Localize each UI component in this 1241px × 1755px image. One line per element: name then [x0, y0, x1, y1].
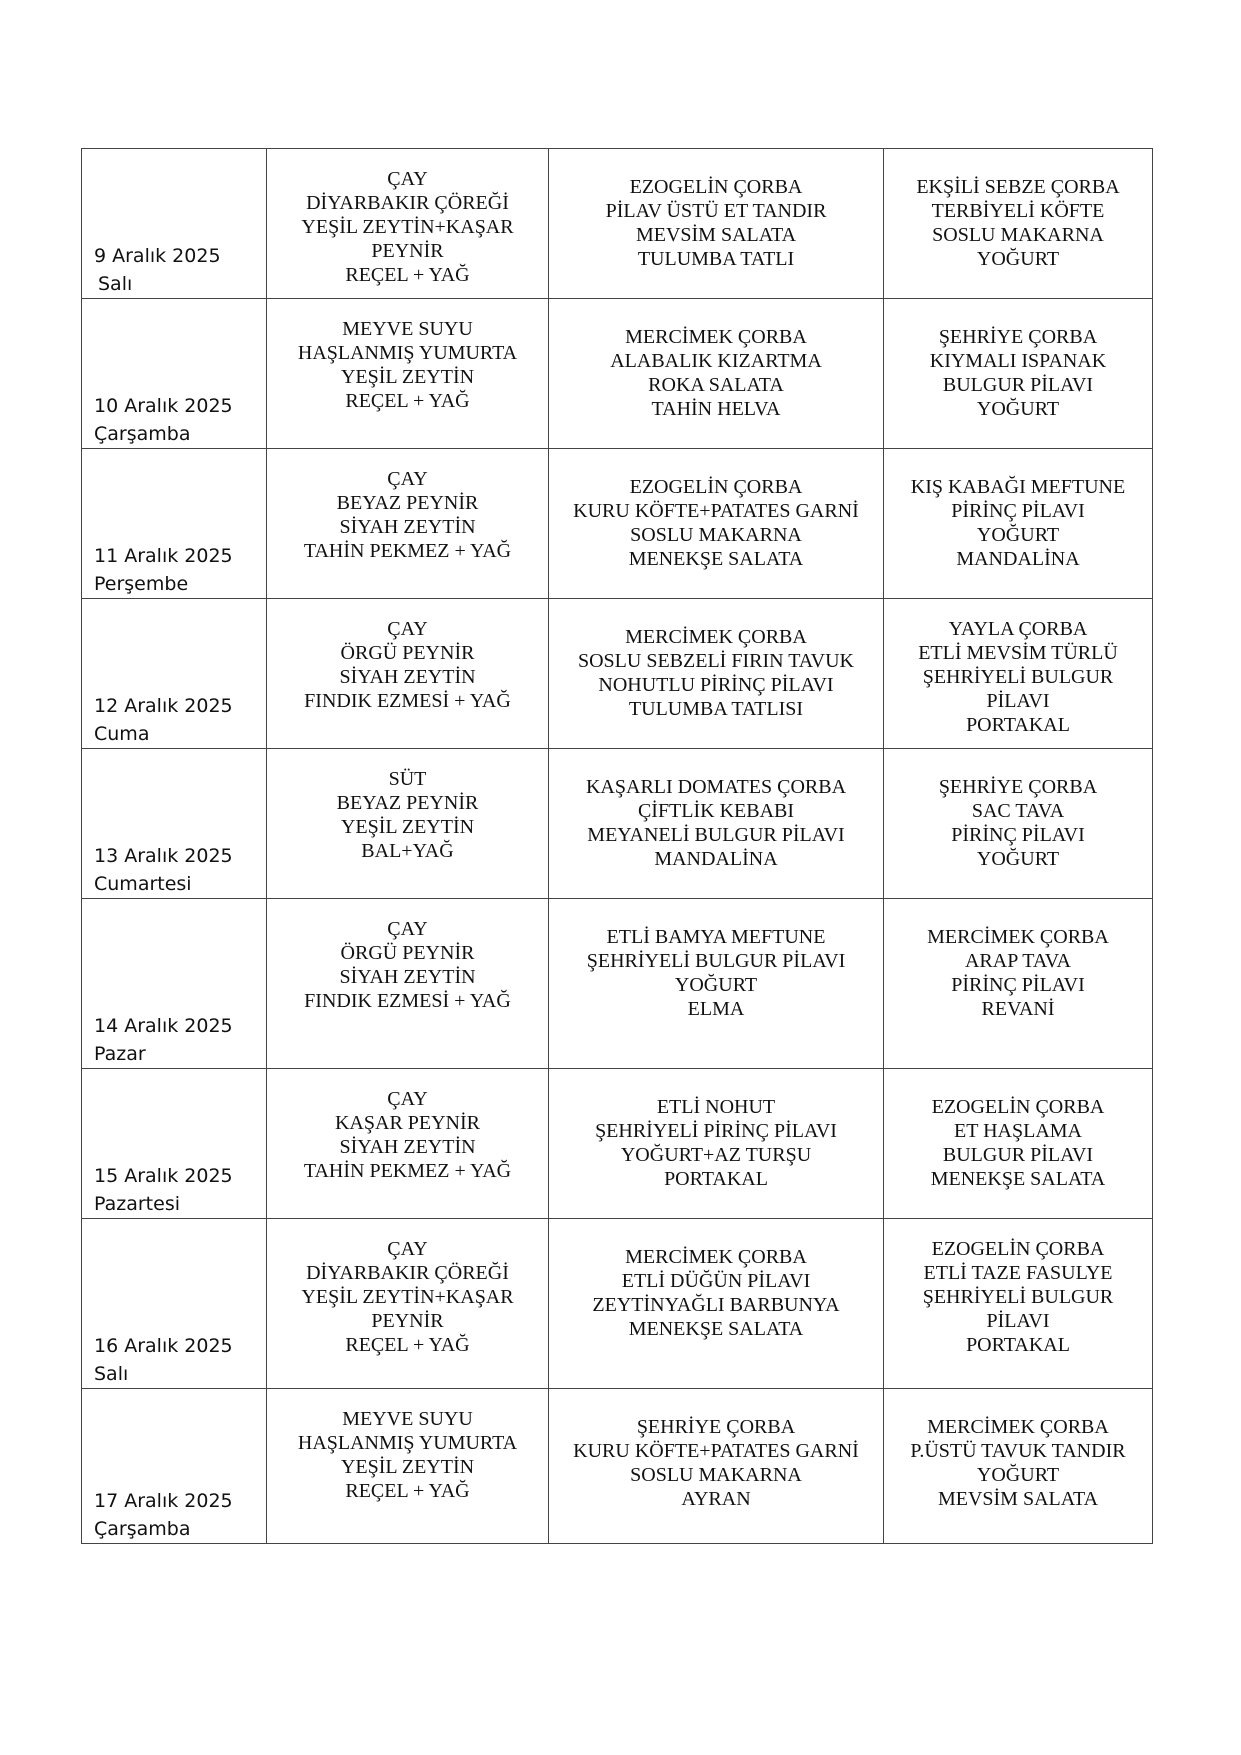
menu-row	[82, 1389, 1153, 1544]
lunch-item: MENEKŞE SALATA	[628, 1318, 804, 1340]
lunch-item: SOSLU MAKARNA	[630, 1464, 802, 1486]
lunch-cell	[549, 149, 884, 299]
weekday-text: Salı	[94, 1363, 129, 1385]
lunch-item: ALABALIK KIZARTMA	[610, 350, 822, 372]
dinner-item: MANDALİNA	[956, 548, 1080, 570]
lunch-item: ŞEHRİYE ÇORBA	[636, 1416, 796, 1438]
breakfast-item: REÇEL + YAĞ	[345, 264, 470, 286]
breakfast-item: SİYAH ZEYTİN	[339, 1136, 476, 1158]
dinner-item: YOĞURT	[976, 524, 1060, 546]
dinner-item: MENEKŞE SALATA	[930, 1168, 1106, 1190]
breakfast-item: SİYAH ZEYTİN	[339, 966, 476, 988]
breakfast-item: YEŞİL ZEYTİN	[340, 1456, 475, 1478]
lunch-item: KURU KÖFTE+PATATES GARNİ	[573, 500, 859, 522]
breakfast-cell	[267, 149, 549, 299]
date-text: 16 Aralık 2025	[94, 1335, 233, 1357]
breakfast-item: TAHİN PEKMEZ + YAĞ	[303, 1160, 512, 1182]
lunch-item: MERCİMEK ÇORBA	[625, 626, 807, 648]
dinner-item: ET HAŞLAMA	[954, 1120, 1082, 1142]
lunch-cell	[549, 299, 884, 449]
dinner-item: PİRİNÇ PİLAVI	[951, 500, 1085, 522]
lunch-item: PİLAV ÜSTÜ ET TANDIR	[605, 200, 827, 222]
breakfast-item: SİYAH ZEYTİN	[339, 516, 476, 538]
dinner-item: SAC TAVA	[971, 800, 1065, 822]
lunch-item: KAŞARLI DOMATES ÇORBA	[585, 776, 847, 798]
lunch-item: ETLİ BAMYA MEFTUNE	[606, 926, 826, 948]
breakfast-cell	[267, 1219, 549, 1389]
breakfast-item: ÖRGÜ PEYNİR	[340, 942, 475, 964]
lunch-cell	[549, 1389, 884, 1544]
weekday-text: Pazar	[94, 1043, 146, 1065]
dinner-cell	[884, 899, 1153, 1069]
breakfast-cell	[267, 899, 549, 1069]
lunch-item: AYRAN	[681, 1488, 751, 1510]
breakfast-item: ÇAY	[387, 918, 428, 940]
dinner-cell	[884, 1389, 1153, 1544]
breakfast-item: YEŞİL ZEYTİN+KAŞAR	[301, 216, 514, 238]
weekday-text: Cumartesi	[94, 873, 192, 895]
lunch-item: TULUMBA TATLI	[637, 248, 795, 270]
date-text: 12 Aralık 2025	[94, 695, 233, 717]
date-cell	[82, 899, 267, 1069]
lunch-item: TAHİN HELVA	[651, 398, 781, 420]
dinner-item: ŞEHRİYE ÇORBA	[938, 776, 1098, 798]
date-cell	[82, 1219, 267, 1389]
lunch-cell	[549, 899, 884, 1069]
breakfast-item: YEŞİL ZEYTİN	[340, 816, 475, 838]
dinner-item: P.ÜSTÜ TAVUK TANDIR	[910, 1440, 1126, 1462]
lunch-cell	[549, 1219, 884, 1389]
menu-row	[82, 149, 1153, 299]
breakfast-item: REÇEL + YAĞ	[345, 1480, 470, 1502]
date-text: 15 Aralık 2025	[94, 1165, 233, 1187]
lunch-item: MERCİMEK ÇORBA	[625, 326, 807, 348]
menu-row	[82, 599, 1153, 749]
breakfast-item: KAŞAR PEYNİR	[334, 1112, 481, 1134]
lunch-item: ŞEHRİYELİ BULGUR PİLAVI	[586, 950, 846, 972]
weekday-text: Çarşamba	[94, 1518, 191, 1540]
menu-row	[82, 1069, 1153, 1219]
weekday-text: Çarşamba	[94, 423, 191, 445]
breakfast-item: PEYNİR	[371, 1310, 444, 1332]
date-text: 17 Aralık 2025	[94, 1490, 233, 1512]
date-cell	[82, 1069, 267, 1219]
date-cell	[82, 599, 267, 749]
dinner-item: PİLAVI	[986, 690, 1050, 712]
lunch-item: MANDALİNA	[654, 848, 778, 870]
dinner-item: EKŞİLİ SEBZE ÇORBA	[916, 176, 1120, 198]
dinner-item: EZOGELİN ÇORBA	[931, 1238, 1105, 1260]
breakfast-item: MEYVE SUYU	[342, 318, 473, 340]
dinner-item: YOĞURT	[976, 398, 1060, 420]
dinner-item: ARAP TAVA	[964, 950, 1072, 972]
breakfast-item: FINDIK EZMESİ + YAĞ	[304, 990, 511, 1012]
breakfast-item: REÇEL + YAĞ	[345, 390, 470, 412]
menu-row	[82, 749, 1153, 899]
lunch-item: MEVSİM SALATA	[635, 224, 797, 246]
lunch-item: ZEYTİNYAĞLI BARBUNYA	[592, 1294, 840, 1316]
dinner-item: REVANİ	[981, 998, 1055, 1020]
dinner-cell	[884, 1219, 1153, 1389]
dinner-item: PORTAKAL	[966, 714, 1070, 736]
breakfast-item: HAŞLANMIŞ YUMURTA	[297, 1432, 518, 1454]
dinner-item: ETLİ MEVSİM TÜRLÜ	[918, 642, 1118, 664]
dinner-item: KIŞ KABAĞI MEFTUNE	[910, 476, 1126, 498]
lunch-item: NOHUTLU PİRİNÇ PİLAVI	[598, 674, 834, 696]
dinner-item: BULGUR PİLAVI	[942, 1144, 1094, 1166]
breakfast-item: DİYARBAKIR ÇÖREĞİ	[306, 192, 509, 214]
breakfast-item: ÖRGÜ PEYNİR	[340, 642, 475, 664]
lunch-item: ETLİ NOHUT	[656, 1096, 776, 1118]
breakfast-item: ÇAY	[387, 468, 428, 490]
breakfast-item: ÇAY	[387, 168, 428, 190]
dinner-item: MEVSİM SALATA	[937, 1488, 1099, 1510]
menu-row	[82, 299, 1153, 449]
date-text: 10 Aralık 2025	[94, 395, 233, 417]
date-text: 9 Aralık 2025	[94, 245, 221, 267]
lunch-item: ŞEHRİYELİ PİRİNÇ PİLAVI	[595, 1120, 837, 1142]
date-cell	[82, 149, 267, 299]
lunch-item: TULUMBA TATLISI	[628, 698, 804, 720]
lunch-item: MENEKŞE SALATA	[628, 548, 804, 570]
dinner-item: ŞEHRİYELİ BULGUR	[922, 666, 1114, 688]
lunch-item: ROKA SALATA	[648, 374, 784, 396]
date-text: 13 Aralık 2025	[94, 845, 233, 867]
breakfast-cell	[267, 1389, 549, 1544]
dinner-item: PİLAVI	[986, 1310, 1050, 1332]
dinner-item: YAYLA ÇORBA	[948, 618, 1088, 640]
date-cell	[82, 299, 267, 449]
dinner-cell	[884, 149, 1153, 299]
menu-row	[82, 449, 1153, 599]
lunch-item: MERCİMEK ÇORBA	[625, 1246, 807, 1268]
breakfast-item: SÜT	[388, 768, 427, 790]
breakfast-item: REÇEL + YAĞ	[345, 1334, 470, 1356]
dinner-item: SOSLU MAKARNA	[932, 224, 1104, 246]
weekday-text: Salı	[98, 273, 133, 295]
breakfast-cell	[267, 749, 549, 899]
lunch-item: SOSLU MAKARNA	[630, 524, 802, 546]
breakfast-cell	[267, 1069, 549, 1219]
lunch-item: SOSLU SEBZELİ FIRIN TAVUK	[577, 650, 854, 672]
lunch-cell	[549, 749, 884, 899]
dinner-item: PİRİNÇ PİLAVI	[951, 824, 1085, 846]
dinner-item: MERCİMEK ÇORBA	[927, 926, 1109, 948]
breakfast-item: BEYAZ PEYNİR	[336, 492, 479, 514]
breakfast-item: MEYVE SUYU	[342, 1408, 473, 1430]
breakfast-cell	[267, 299, 549, 449]
dinner-item: KIYMALI ISPANAK	[929, 350, 1107, 372]
menu-row	[82, 1219, 1153, 1389]
dinner-item: PİRİNÇ PİLAVI	[951, 974, 1085, 996]
date-cell	[82, 1389, 267, 1544]
breakfast-item: ÇAY	[387, 1238, 428, 1260]
dinner-cell	[884, 599, 1153, 749]
weekday-text: Pazartesi	[94, 1193, 180, 1215]
dinner-item: YOĞURT	[976, 848, 1060, 870]
dinner-item: ŞEHRİYELİ BULGUR	[922, 1286, 1114, 1308]
dinner-item: ETLİ TAZE FASULYE	[923, 1262, 1113, 1284]
date-cell	[82, 449, 267, 599]
breakfast-item: ÇAY	[387, 618, 428, 640]
lunch-item: YOĞURT+AZ TURŞU	[620, 1144, 812, 1166]
breakfast-item: YEŞİL ZEYTİN+KAŞAR	[301, 1286, 514, 1308]
breakfast-item: SİYAH ZEYTİN	[339, 666, 476, 688]
weekday-text: Cuma	[94, 723, 150, 745]
dinner-item: YOĞURT	[976, 248, 1060, 270]
lunch-item: KURU KÖFTE+PATATES GARNİ	[573, 1440, 859, 1462]
lunch-item: ETLİ DÜĞÜN PİLAVI	[621, 1270, 811, 1292]
breakfast-cell	[267, 449, 549, 599]
dinner-item: ŞEHRİYE ÇORBA	[938, 326, 1098, 348]
lunch-cell	[549, 1069, 884, 1219]
lunch-item: EZOGELİN ÇORBA	[629, 476, 803, 498]
dinner-cell	[884, 449, 1153, 599]
breakfast-item: HAŞLANMIŞ YUMURTA	[297, 342, 518, 364]
breakfast-item: YEŞİL ZEYTİN	[340, 366, 475, 388]
breakfast-item: PEYNİR	[371, 240, 444, 262]
dinner-cell	[884, 299, 1153, 449]
breakfast-cell	[267, 599, 549, 749]
lunch-item: ELMA	[687, 998, 745, 1020]
dinner-item: MERCİMEK ÇORBA	[927, 1416, 1109, 1438]
lunch-item: EZOGELİN ÇORBA	[629, 176, 803, 198]
lunch-item: PORTAKAL	[664, 1168, 768, 1190]
breakfast-item: BEYAZ PEYNİR	[336, 792, 479, 814]
date-text: 11 Aralık 2025	[94, 545, 233, 567]
lunch-item: ÇİFTLİK KEBABI	[637, 800, 795, 822]
lunch-cell	[549, 449, 884, 599]
breakfast-item: ÇAY	[387, 1088, 428, 1110]
lunch-cell	[549, 599, 884, 749]
dinner-item: EZOGELİN ÇORBA	[931, 1096, 1105, 1118]
weekly-menu-table	[81, 148, 1153, 1544]
breakfast-item: DİYARBAKIR ÇÖREĞİ	[306, 1262, 509, 1284]
breakfast-item: BAL+YAĞ	[361, 840, 454, 862]
dinner-item: BULGUR PİLAVI	[942, 374, 1094, 396]
lunch-item: MEYANELİ BULGUR PİLAVI	[587, 824, 845, 846]
breakfast-item: FINDIK EZMESİ + YAĞ	[304, 690, 511, 712]
date-cell	[82, 749, 267, 899]
dinner-item: PORTAKAL	[966, 1334, 1070, 1356]
menu-row	[82, 899, 1153, 1069]
dinner-cell	[884, 749, 1153, 899]
date-text: 14 Aralık 2025	[94, 1015, 233, 1037]
dinner-item: TERBİYELİ KÖFTE	[931, 200, 1105, 222]
dinner-item: YOĞURT	[976, 1464, 1060, 1486]
menu-table-body	[82, 149, 1153, 1544]
breakfast-item: TAHİN PEKMEZ + YAĞ	[303, 540, 512, 562]
lunch-item: YOĞURT	[674, 974, 758, 996]
weekday-text: Perşembe	[94, 573, 189, 595]
dinner-cell	[884, 1069, 1153, 1219]
